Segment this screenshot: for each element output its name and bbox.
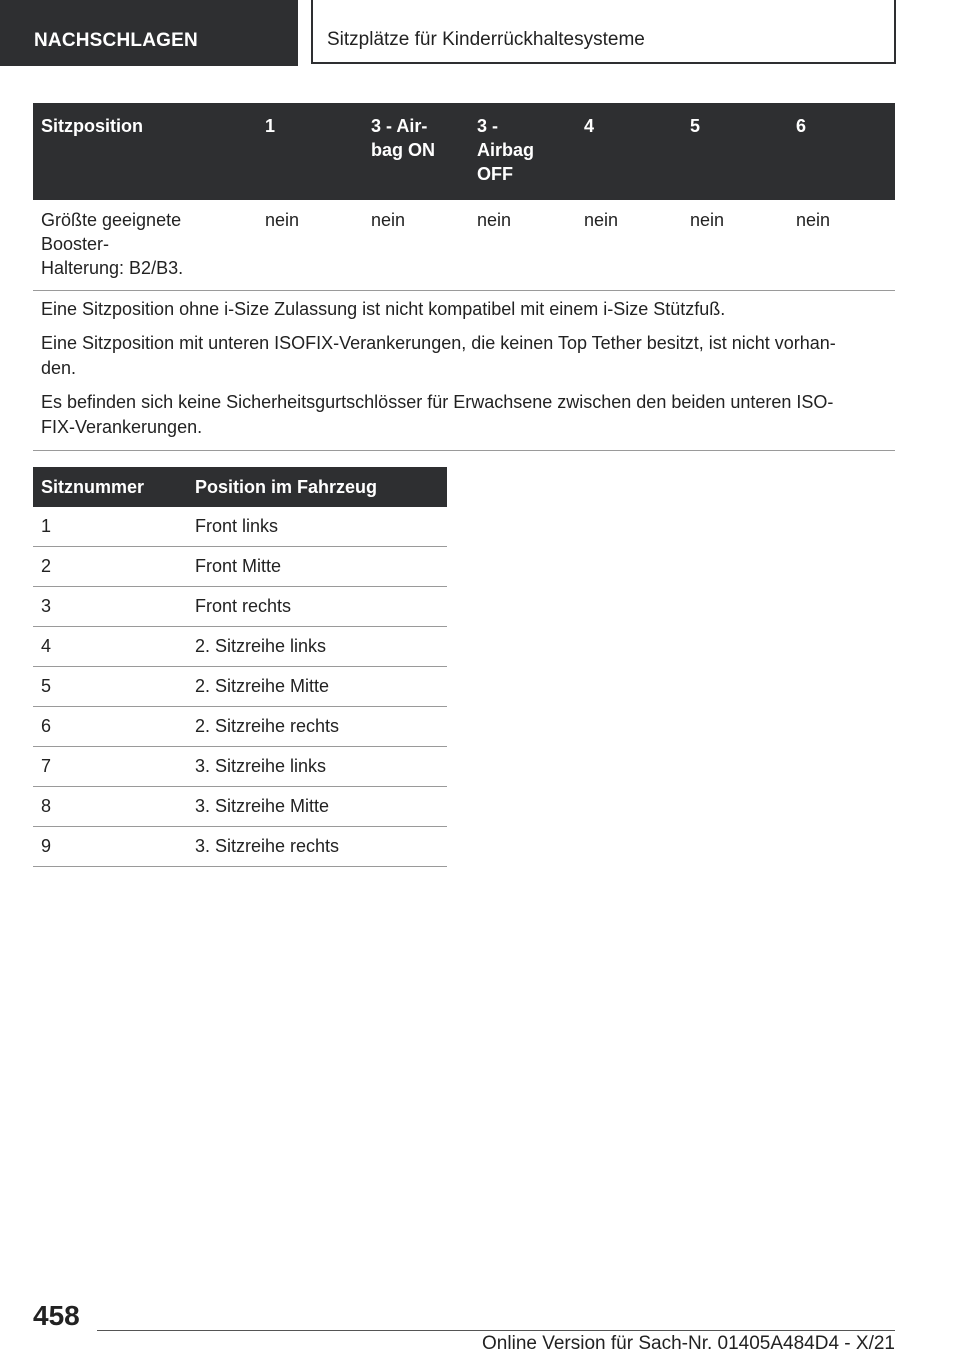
seat-number-cell: 5 bbox=[33, 667, 187, 707]
seat-number-cell: 4 bbox=[33, 627, 187, 667]
vehicle-position-cell: 3. Sitzreihe Mitte bbox=[187, 787, 447, 827]
row-label: Größte geeignete Booster- Halterung: B2/B3. bbox=[33, 200, 257, 291]
notes-row bbox=[33, 291, 895, 451]
vehicle-position-cell: Front rechts bbox=[187, 587, 447, 627]
seat-number-cell: 1 bbox=[33, 507, 187, 547]
table-cell: nein bbox=[682, 200, 788, 291]
seat-position-table bbox=[33, 103, 895, 451]
table-row bbox=[33, 747, 447, 787]
note-text: Eine Sitzposition ohne i-Size Zulassung ist nicht kompatibel mit einem i-Size Stützfuß. bbox=[41, 299, 726, 319]
table-cell: nein bbox=[576, 200, 682, 291]
notes-cell bbox=[33, 291, 895, 451]
table-header-row bbox=[33, 103, 895, 200]
page-header bbox=[0, 0, 960, 66]
table-cell: nein bbox=[257, 200, 363, 291]
table-cell: nein bbox=[363, 200, 469, 291]
table-row bbox=[33, 707, 447, 747]
vehicle-position-cell: 2. Sitzreihe Mitte bbox=[187, 667, 447, 707]
column-header: 5 bbox=[682, 103, 788, 200]
table-row bbox=[33, 667, 447, 707]
vehicle-position-cell: 3. Sitzreihe links bbox=[187, 747, 447, 787]
table-cell: nein bbox=[788, 200, 895, 291]
table-row bbox=[33, 787, 447, 827]
vehicle-position-cell: Front links bbox=[187, 507, 447, 547]
seat-number-table-body bbox=[33, 507, 447, 867]
note-text: Eine Sitzposition mit unteren ISOFIX-Verankerungen, die keinen Top Tether besitzt, ist nicht vorhan- den. bbox=[41, 333, 836, 378]
table-header-row bbox=[33, 467, 447, 507]
seat-number-cell: 7 bbox=[33, 747, 187, 787]
table-row bbox=[33, 547, 447, 587]
table-row bbox=[33, 507, 447, 547]
table-row bbox=[33, 627, 447, 667]
seat-number-cell: 3 bbox=[33, 587, 187, 627]
section-title: NACHSCHLAGEN bbox=[0, 0, 298, 66]
seat-number-table bbox=[33, 467, 447, 867]
footer-divider bbox=[97, 1330, 895, 1331]
chapter-title: Sitzplätze für Kinderrückhaltesysteme bbox=[311, 0, 896, 64]
column-header: 3 - Airbag OFF bbox=[469, 103, 576, 200]
seat-number-cell: 8 bbox=[33, 787, 187, 827]
page-number: 458 bbox=[33, 1300, 80, 1331]
vehicle-position-cell: Front Mitte bbox=[187, 547, 447, 587]
table-cell: nein bbox=[469, 200, 576, 291]
column-header: 3 - Air- bag ON bbox=[363, 103, 469, 200]
vehicle-position-cell: 2. Sitzreihe rechts bbox=[187, 707, 447, 747]
vehicle-position-cell: 2. Sitzreihe links bbox=[187, 627, 447, 667]
seat-number-cell: 9 bbox=[33, 827, 187, 867]
column-header: Position im Fahrzeug bbox=[187, 467, 447, 507]
column-header: 6 bbox=[788, 103, 895, 200]
vehicle-position-cell: 3. Sitzreihe rechts bbox=[187, 827, 447, 867]
column-header: 1 bbox=[257, 103, 363, 200]
table-row bbox=[33, 827, 447, 867]
seat-number-cell: 2 bbox=[33, 547, 187, 587]
table-row bbox=[33, 200, 895, 291]
table-row bbox=[33, 587, 447, 627]
footer-text: Online Version für Sach-Nr. 01405A484D4 - X/21 bbox=[482, 1333, 895, 1354]
note-text: Es befinden sich keine Sicherheitsgurtschlösser für Erwachsene zwischen den beiden unteren ISO- FIX-Verankerungen. bbox=[41, 392, 834, 437]
column-header: Sitzposition bbox=[33, 103, 257, 200]
column-header: 4 bbox=[576, 103, 682, 200]
column-header: Sitznummer bbox=[33, 467, 187, 507]
seat-number-cell: 6 bbox=[33, 707, 187, 747]
